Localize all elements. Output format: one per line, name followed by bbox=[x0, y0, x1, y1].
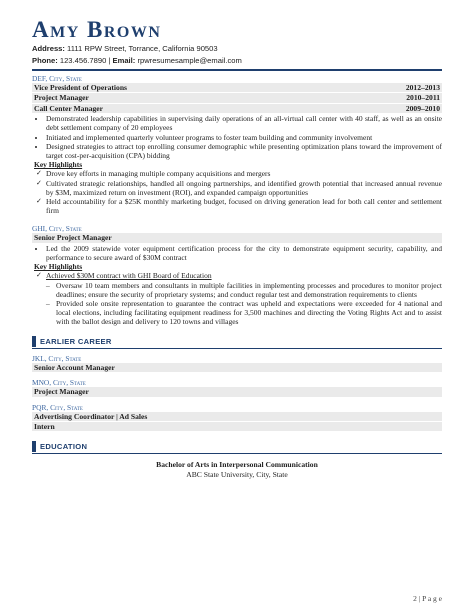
candidate-name: Amy Brown bbox=[32, 17, 162, 42]
section-title: EARLIER CAREER bbox=[40, 336, 112, 346]
section-marker bbox=[32, 336, 36, 347]
highlight-list bbox=[32, 169, 442, 215]
role-title: Advertising Coordinator | Ad Sales bbox=[34, 411, 148, 421]
school: ABC State University, City, State bbox=[186, 470, 288, 480]
role-title: Intern bbox=[34, 421, 55, 431]
role-dates: 2010–2011 bbox=[406, 93, 440, 103]
highlight-list bbox=[32, 271, 442, 280]
header-divider bbox=[32, 69, 442, 71]
bullet-item: • Demonstrated leadership capabilities in supervising daily operations of an all-virtual call center with 40 staff, as well as an onsite debt settlement company of 20 employees bbox=[46, 114, 442, 132]
section-title: EDUCATION bbox=[40, 442, 88, 452]
phone-label: Phone: bbox=[32, 56, 58, 65]
email-label: Email: bbox=[112, 56, 136, 65]
job-company: GHI, City, State bbox=[32, 224, 82, 234]
role-title: Vice President of Operations bbox=[34, 83, 128, 92]
role-title: Call Center Manager bbox=[34, 103, 104, 113]
sub-highlight-item: – Oversaw 10 team members and consultants in multiple facilities in implementing processes and procedures to monitor project deadlines; ensure the security of proprietary systems; and conduct regular test and demonstration requirements to clients bbox=[56, 281, 442, 299]
contact-address bbox=[32, 44, 442, 54]
address-value: 1111 RPW Street, Torrance, California 90503 bbox=[67, 44, 218, 53]
role-title: Project Manager bbox=[34, 387, 89, 397]
contact-phone-email: Phone: 123.456.7890 | Email: rpwresumesample@email.com bbox=[32, 56, 242, 65]
job-company: MNO, City, State bbox=[32, 378, 86, 388]
highlight-item: ✓ Held accountability for a $25K monthly marketing budget, focused on driving generation lead for both call center and settlement firm bbox=[46, 197, 442, 215]
job-role bbox=[32, 422, 442, 432]
job-role bbox=[32, 104, 442, 114]
highlight-item: ✓ Cultivated strategic relationships, handled all ongoing partnerships, and identified growth potential that increased annual revenue by $3M, maximized return on investment (ROI), and expanded campaign opportunities bbox=[46, 179, 442, 197]
role-title: Senior Project Manager bbox=[34, 233, 112, 243]
job-role bbox=[32, 233, 442, 243]
role-title: Project Manager bbox=[34, 93, 89, 103]
job-company: JKL, City, State bbox=[32, 353, 82, 363]
job-bullets bbox=[32, 114, 442, 160]
job-role bbox=[32, 363, 442, 373]
job-role bbox=[32, 412, 442, 422]
job-bullets bbox=[32, 244, 442, 262]
section-marker bbox=[32, 441, 36, 452]
job-role bbox=[32, 93, 442, 103]
key-highlights-label: Key Highlights bbox=[34, 262, 83, 272]
bullet-item: • Led the 2009 statewide voter equipment certification process for the city to demonstrate equipment security, capability, and performance to secure award of $30M contract bbox=[46, 244, 442, 262]
section-header-education bbox=[32, 440, 442, 454]
job-company: DEF, City, State bbox=[32, 74, 82, 83]
job-company: PQR, City, State bbox=[32, 402, 83, 412]
education-entry bbox=[32, 460, 442, 480]
sub-highlight-item: – Provided sole onsite representation to guarantee the contract was upheld and expectations were exceeded for 4 national and local elections, including facilitating equipment readiness for 3,500 machines and directing the Voting Rights Act and to assist with the ballot design and delivery to 120 towns and villages bbox=[56, 299, 442, 327]
degree: Bachelor of Arts in Interpersonal Communication bbox=[156, 460, 318, 470]
role-dates: 2012–2013 bbox=[405, 83, 440, 92]
key-highlights-label: Key Highlights bbox=[34, 160, 83, 170]
highlight-item: ✓ Drove key efforts in managing multiple company acquisitions and mergers bbox=[46, 169, 442, 178]
sub-highlight-list bbox=[32, 281, 442, 327]
phone-value: 123.456.7890 bbox=[59, 56, 107, 65]
page-number: 2 | P a g e bbox=[413, 594, 442, 603]
resume-page bbox=[32, 18, 442, 480]
section-header-earlier-career bbox=[32, 335, 442, 349]
address-label: Address: bbox=[32, 44, 65, 53]
highlight-item: ✓ Achieved $30M contract with GHI Board of Education bbox=[46, 271, 442, 280]
job-role bbox=[32, 387, 442, 397]
role-dates: 2009–2010 bbox=[405, 103, 440, 113]
job-role bbox=[32, 83, 442, 93]
role-title: Senior Account Manager bbox=[34, 362, 115, 372]
bullet-item: • Initiated and implemented quarterly volunteer programs to foster team building and community involvement bbox=[46, 133, 442, 142]
email-value: rpwresumesample@email.com bbox=[137, 56, 242, 65]
bullet-item: • Designed strategies to attract top enrolling consumer demographic while presenting optimization plans toward the improvement of target cost-per-acquisition (CPA) bidding bbox=[46, 142, 442, 160]
